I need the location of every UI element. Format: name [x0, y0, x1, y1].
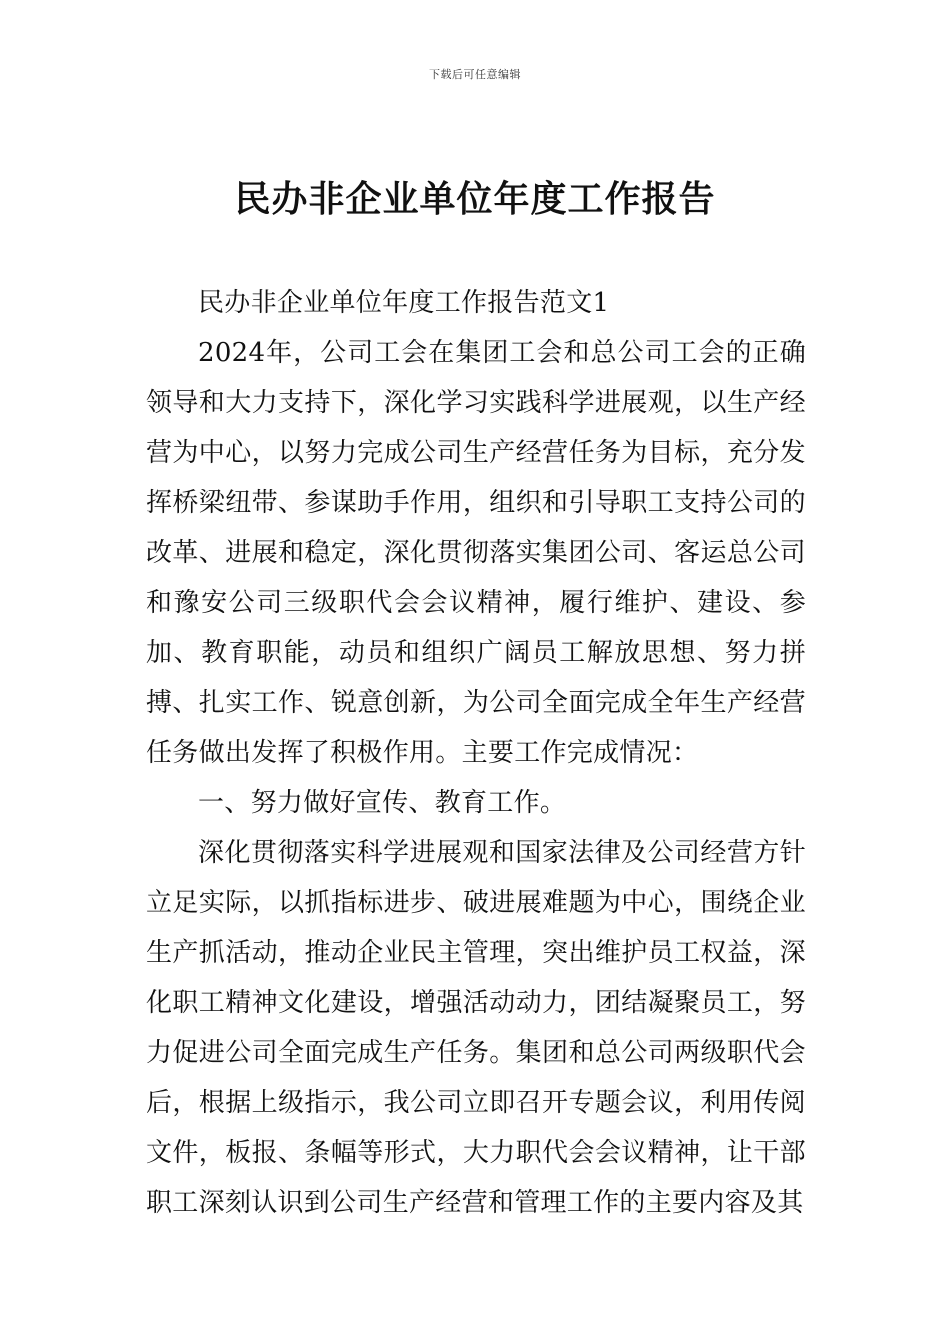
document-title: 民办非企业单位年度工作报告 [234, 179, 716, 220]
header-note: 下载后可任意编辑 [429, 68, 521, 81]
paragraph-subtitle: 民办非企业单位年度工作报告范文1 [198, 288, 610, 318]
document-body [146, 278, 806, 1228]
paragraph-intro: 2024年，公司工会在集团工会和总公司工会的正确领导和大力支持下，深化学习实践科学进展观，以生产经营为中心，以努力完成公司生产经营任务为目标，充分发挥桥梁纽带、参谋助手作用，组织和引导职工支持公司的改革、进展和稳定，深化贯彻落实集团公司、客运总公司和豫安公司三级职代会会议精神，履行维护、建设、参加、教育职能，动员和组织广阔员工解放思想、努力拼搏、扎实工作、锐意创新，为公司全面完成全年生产经营任务做出发挥了积极作用。主要工作完成情况： [146, 338, 806, 768]
paragraph-section-heading: 一、努力做好宣传、教育工作。 [198, 788, 567, 818]
paragraph-section-body: 深化贯彻落实科学进展观和国家法律及公司经营方针立足实际，以抓指标进步、破进展难题为中心，围绕企业生产抓活动，推动企业民主管理，突出维护员工权益，深化职工精神文化建设，增强活动动力，团结凝聚员工，努力促进公司全面完成生产任务。集团和总公司两级职代会后，根据上级指示，我公司立即召开专题会议，利用传阅文件，板报、条幅等形式，大力职代会会议精神，让干部职工深刻认识到公司生产经营和管理工作的主要内容及其 [146, 838, 806, 1218]
